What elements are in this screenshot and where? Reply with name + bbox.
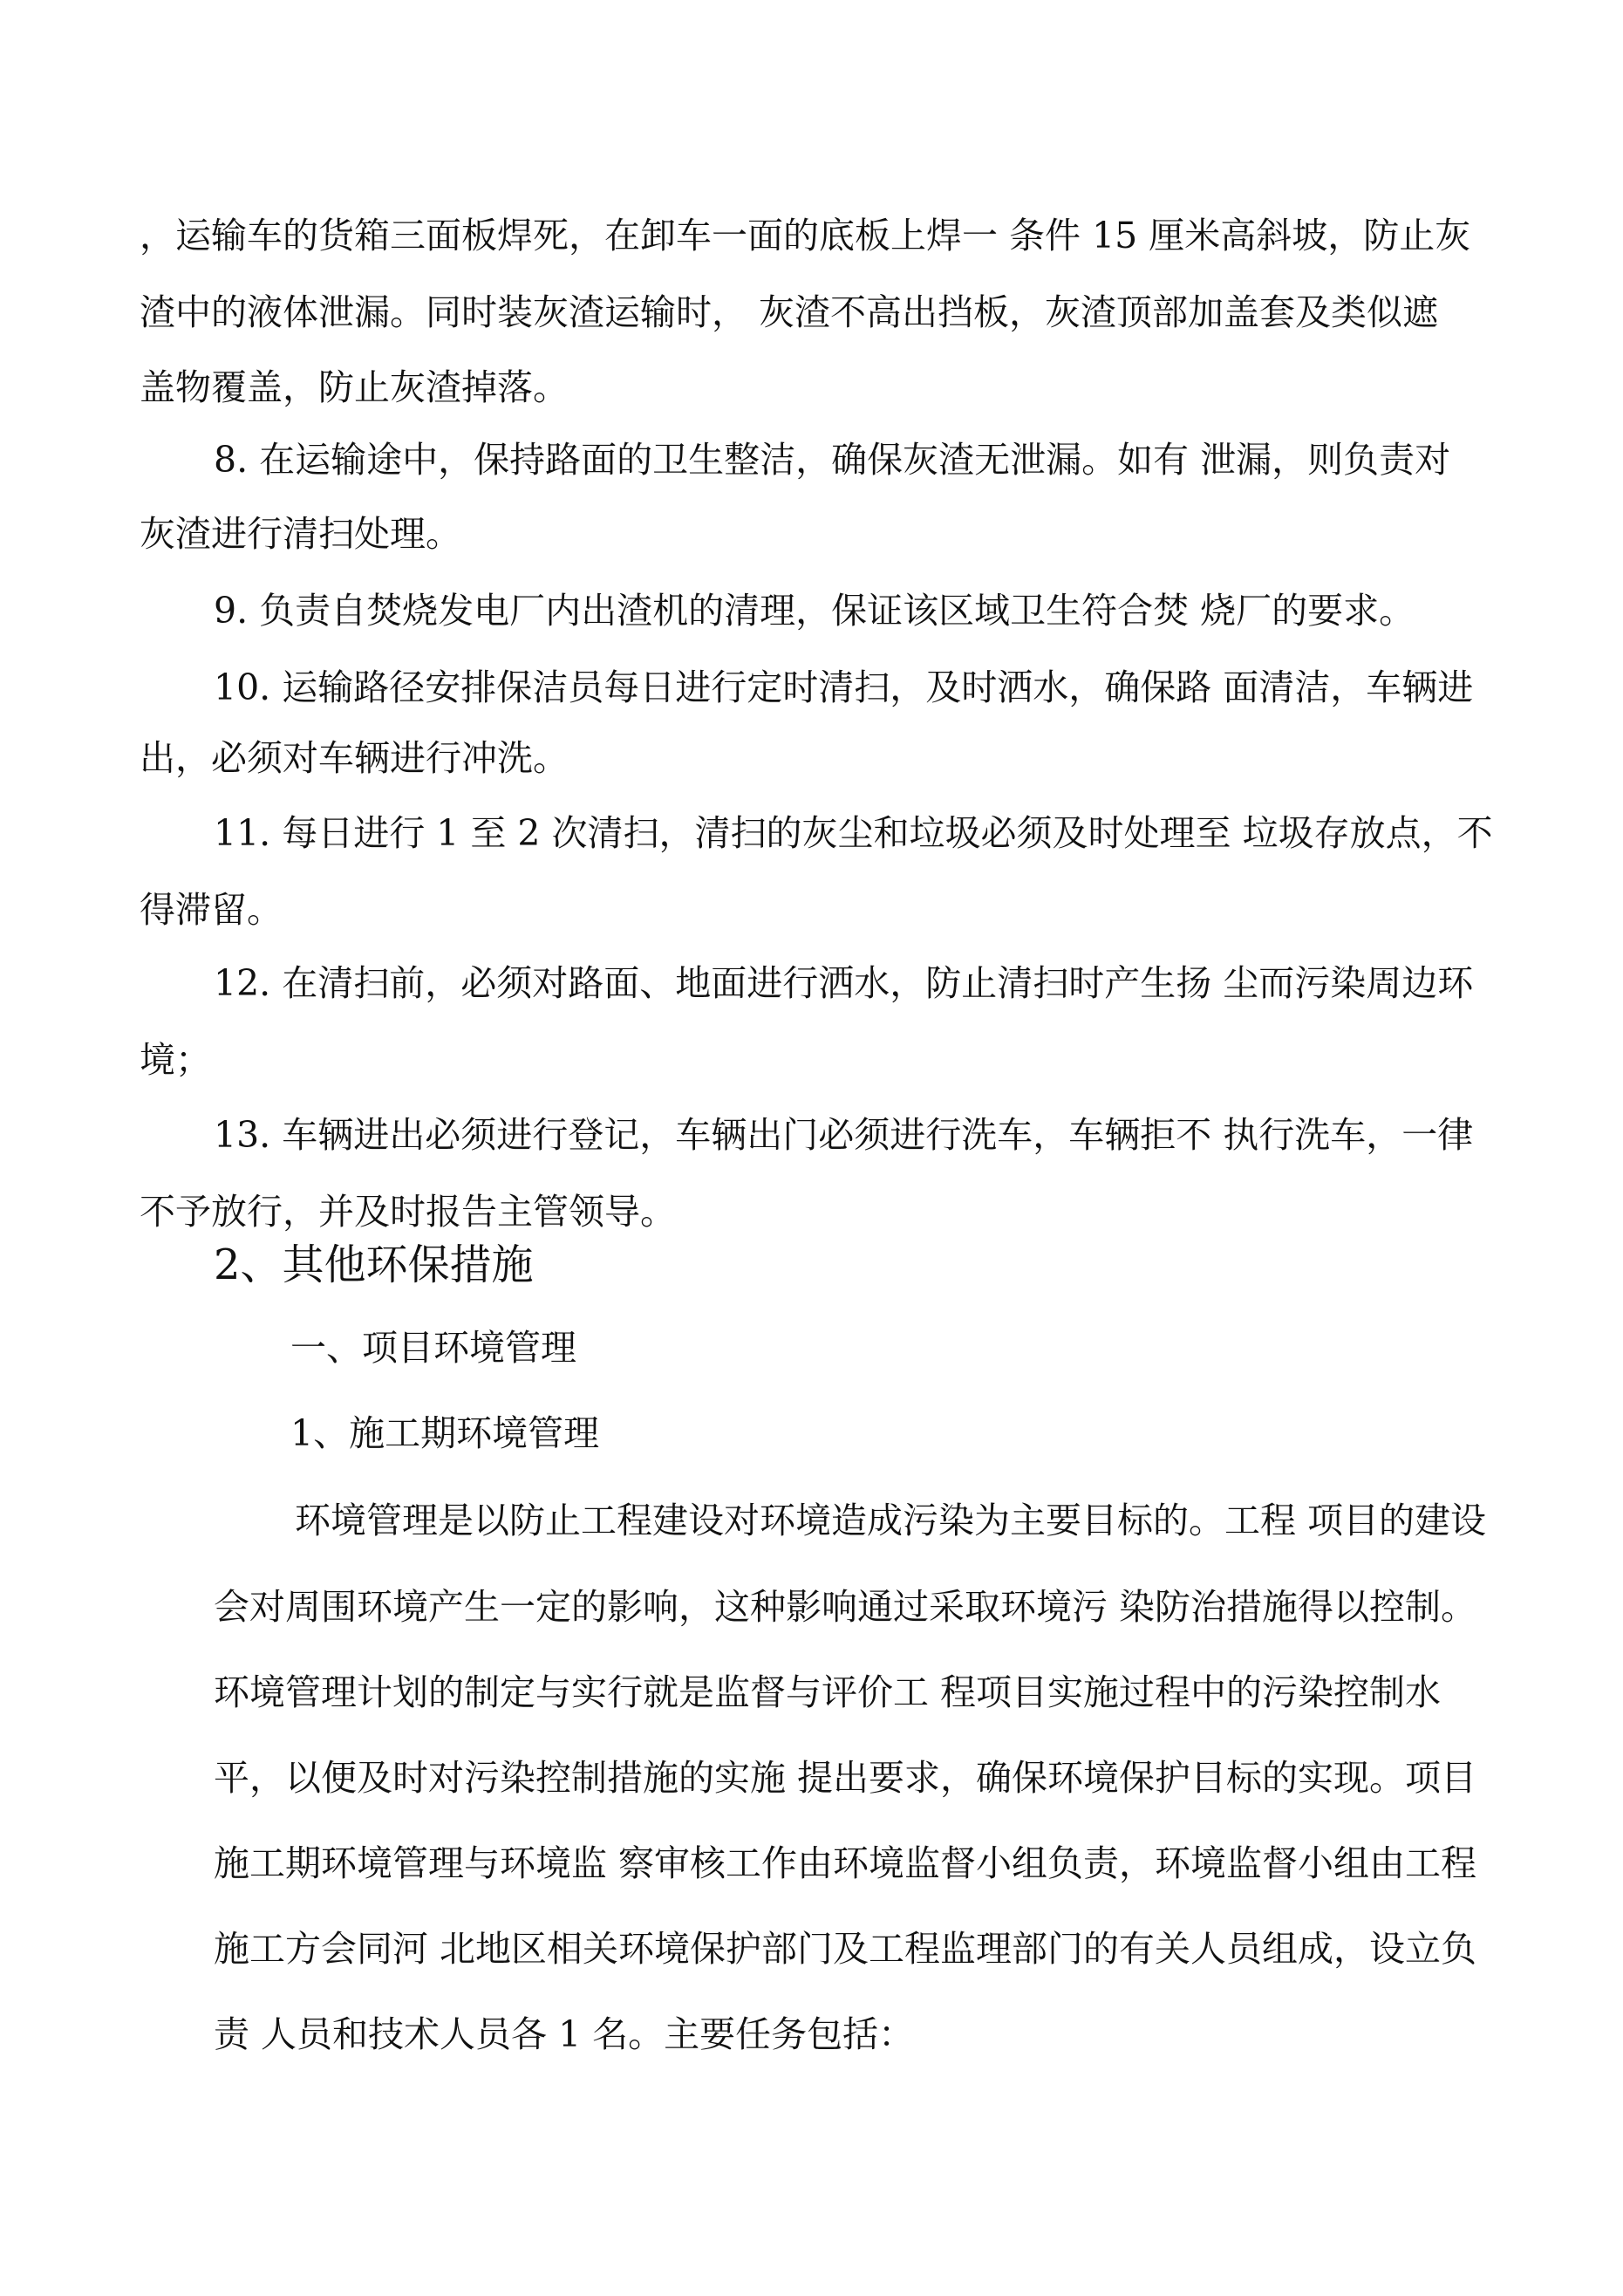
paragraph-line: 不予放行，并及时报告主管领导。 (140, 1191, 676, 1233)
paragraph-line: ，运输车的货箱三面板焊死，在卸车一面的底板上焊一 条件 15 厘米高斜坡，防止灰 (140, 215, 1471, 256)
paragraph-line: 会对周围环境产生一定的影响，这种影响通过采取环境污 染防治措施得以控制。 (214, 1586, 1477, 1628)
paragraph-line: 平，以便及时对污染控制措施的实施 提出要求，确保环境保护目标的实现。项目 (214, 1757, 1477, 1799)
paragraph-line: 盖物覆盖，防止灰渣掉落。 (140, 366, 569, 408)
list-item-9: 9. 负责自焚烧发电厂内出渣机的清理，保证该区域卫生符合焚 烧厂的要求。 (214, 590, 1415, 632)
paragraph-line: 环境管理计划的制定与实行就是监督与评价工 程项目实施过程中的污染控制水 (214, 1671, 1442, 1713)
paragraph-line: 渣中的液体泄漏。同时装灰渣运输时， 灰渣不高出挡板，灰渣顶部加盖套及类似遮 (140, 291, 1439, 333)
paragraph-line: 得滞留。 (140, 889, 283, 931)
subsection-heading: 1、施工期环境管理 (290, 1412, 600, 1454)
list-item-11: 11. 每日进行 1 至 2 次清扫，清扫的灰尘和垃圾必须及时处理至 垃圾存放点，不 (214, 812, 1493, 854)
list-item-8: 8. 在运输途中，保持路面的卫生整洁，确保灰渣无泄漏。如有 泄漏，则负责对 (214, 439, 1451, 481)
paragraph-line: 灰渣进行清扫处理。 (140, 513, 461, 555)
paragraph-line: 责 人员和技术人员各 1 名。主要任务包括： (214, 2013, 915, 2055)
list-item-10: 10. 运输路径安排保洁员每日进行定时清扫，及时洒水，确保路 面清洁，车辆进 (214, 666, 1474, 708)
list-item-13: 13. 车辆进出必须进行登记，车辆出门必须进行洗车，车辆拒不 执行洗车，一律 (214, 1114, 1474, 1156)
paragraph-line: 施工期环境管理与环境监 察审核工作由环境监督小组负责，环境监督小组由工程 (214, 1842, 1477, 1884)
paragraph-line: 境； (140, 1039, 211, 1081)
paragraph-line: 出，必须对车辆进行冲洗。 (140, 737, 569, 779)
paragraph-line: 环境管理是以防止工程建设对环境造成污染为主要目标的。工程 项目的建设 (295, 1500, 1487, 1541)
section-heading: 2、其他环保措施 (214, 1240, 534, 1289)
list-item-12: 12. 在清扫前，必须对路面、地面进行洒水，防止清扫时产生扬 尘而污染周边环 (214, 962, 1474, 1004)
subsection-heading: 一、项目环境管理 (290, 1327, 576, 1369)
paragraph-line: 施工方会同河 北地区相关环境保护部门及工程监理部门的有关人员组成，设立负 (214, 1928, 1477, 1970)
